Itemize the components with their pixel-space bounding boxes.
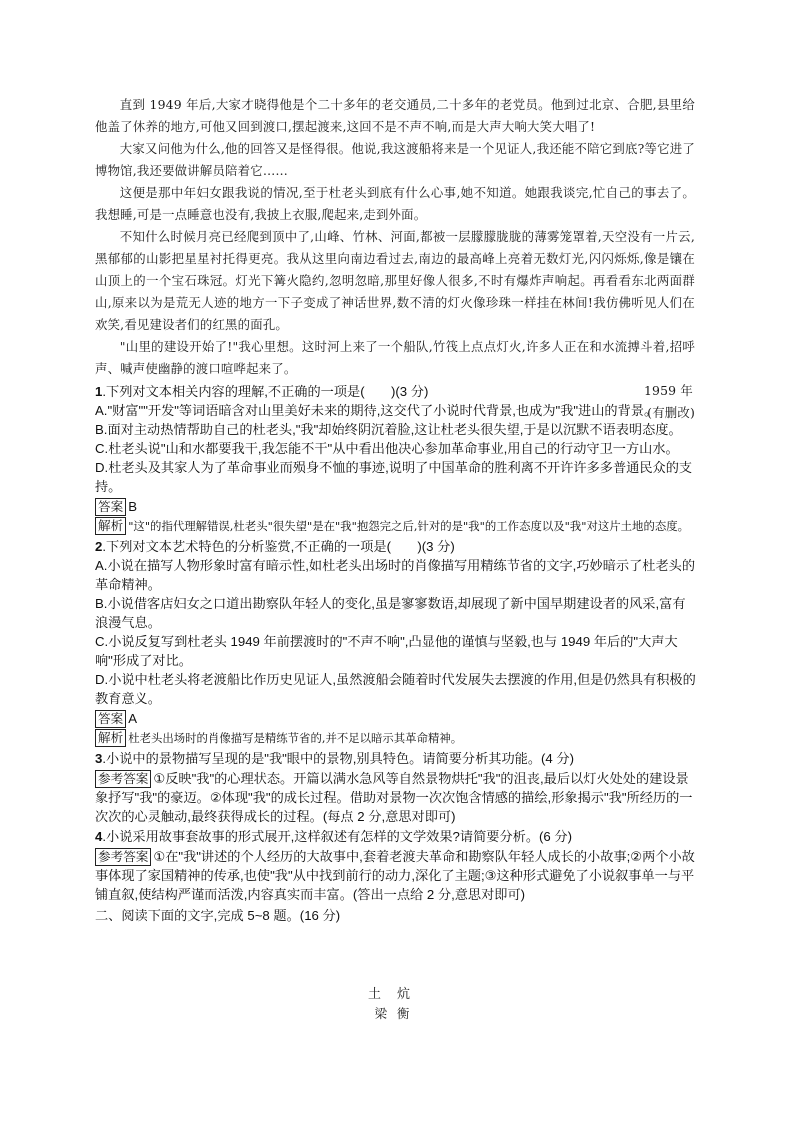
reference-answer-text: ①在"我"讲述的个人经历的大故事中,套着老渡夫革命和勘察队年轻人成长的小故事;②两个小故事体现了家国精神的传承,也使"我"从中找到前行的动力,深化了主题;③这种形式避免了小说叙事单一与平铺直叙,使结构严谨而活泼,内容真实而丰富。(答出一点给 2 分,意思对即可) bbox=[95, 849, 695, 902]
reference-answer-text: ①反映"我"的心理状态。开篇以满水急风等自然景物烘托"我"的沮丧,最后以灯火处处的建设景象抒写"我"的豪迈。②体现"我"的成长过程。借助对景物一次次饱含情感的描绘,形象揭示"我"所经历的一次次的心灵触动,最终获得成长的过程。(每点 2 分,意思对即可) bbox=[95, 771, 693, 824]
question-stem: .小说采用故事套故事的形式展开,这样叙述有怎样的文学效果?请简要分析。(6 分) bbox=[102, 829, 572, 844]
section-heading: 二、阅读下面的文字,完成 5~8 题。(16 分) bbox=[95, 908, 341, 923]
story-paragraph: 大家又问他为什么,他的回答又是怪得很。他说,我这渡船将来是一个见证人,我还能不陪它到底?等它进了博物馆,我还要做讲解员陪着它…… bbox=[95, 141, 695, 178]
option-a: A.小说在描写人物形象时富有暗示性,如杜老头出场时的肖像描写用精练节省的文字,巧妙暗示了杜老头的革命精神。 bbox=[95, 558, 696, 592]
answer-value: A bbox=[128, 711, 137, 726]
question-number: 3 bbox=[95, 751, 103, 766]
analysis-text: "这"的指代理解错误,杜老头"很失望"是在"我"抱怨完之后,针对的是"我"的工作态度以及"我"对这片土地的态度。 bbox=[128, 519, 690, 533]
question-2 bbox=[95, 537, 697, 556]
story-excerpt bbox=[95, 94, 695, 424]
reference-answer-tag: 参考答案 bbox=[95, 848, 151, 866]
story-paragraph: "山里的建设开始了!"我心里想。这时河上来了一个船队,竹筏上点点灯火,许多人正在和水流搏斗着,招呼声、喊声使幽静的渡口喧哗起来了。 bbox=[95, 339, 695, 376]
question-number: 4 bbox=[95, 829, 103, 844]
analysis-tag: 解析 bbox=[95, 517, 126, 535]
questions-section bbox=[95, 382, 697, 925]
question-stem: .小说中的景物描写呈现的是"我"眼中的景物,别具特色。请简要分析其功能。(4 分) bbox=[102, 751, 574, 766]
question-number: 1 bbox=[95, 384, 103, 399]
answer-tag: 答案 bbox=[95, 498, 126, 516]
question-stem: .下列对文本相关内容的理解,不正确的一项是( )(3 分) bbox=[102, 384, 429, 399]
story-date: 1959 年 bbox=[643, 383, 693, 398]
answer-line bbox=[95, 709, 697, 728]
option-d: D.小说中杜老头将老渡船比作历史见证人,虽然渡船会随着时代发展失去摆渡的作用,但是仍然具有积极的教育意义。 bbox=[95, 672, 696, 706]
reference-answer bbox=[95, 847, 697, 904]
analysis-text: 杜老头出场时的肖像描写是精练节省的,并不足以暗示其革命精神。 bbox=[128, 731, 463, 745]
option-b: B.面对主动热情帮助自己的杜老头,"我"却始终阴沉着脸,这让杜老头很失望,于是以沉默不语表明态度。 bbox=[95, 422, 682, 437]
analysis-line bbox=[95, 729, 697, 748]
analysis-line bbox=[95, 517, 697, 536]
story-paragraph: 不知什么时候月亮已经爬到顶中了,山峰、竹林、河面,都被一层朦朦胧胧的薄雾笼罩着,天空没有一片云,黑郁郁的山影把星星衬托得更亮。我从这里向南边看过去,南边的最高峰上亮着无数灯光,闪闪烁烁,像是镶在山顶上的一个宝石珠冠。灯光下篝火隐约,忽明忽暗,那里好像人很多,不时有爆炸声响起。再看看东北两面群山,原来以为是荒无人迹的地方一下子变成了神话世界,数不清的灯火像珍珠一样挂在林间!我仿佛听见人们在欢笑,看见建设者们的红黑的面孔。 bbox=[95, 229, 695, 332]
next-article-author: 梁衡 bbox=[374, 1006, 420, 1021]
reference-answer-tag: 参考答案 bbox=[95, 770, 151, 788]
question-stem: .下列对文本艺术特色的分析鉴赏,不正确的一项是( )(3 分) bbox=[102, 539, 455, 554]
option-a: A."财富""开发"等词语暗含对山里美好未来的期待,这交代了小说时代背景,也成为"我"进山的背景。 bbox=[95, 403, 658, 418]
story-paragraph: 这便是那中年妇女跟我说的情况,至于杜老头到底有什么心事,她不知道。她跟我谈完,忙自己的事去了。我想睡,可是一点睡意也没有,我披上衣服,爬起来,走到外面。 bbox=[95, 185, 695, 222]
answer-tag: 答案 bbox=[95, 710, 126, 728]
story-paragraph: 直到 1949 年后,大家才晓得他是个二十多年的老交通员,二十多年的老党员。他到过北京、合肥,县里给他盖了休养的地方,可他又回到渡口,摆起渡来,这回不是不声不响,而是大声大响大笑大唱了! bbox=[95, 97, 695, 134]
answer-value: B bbox=[128, 499, 137, 514]
answer-line bbox=[95, 497, 697, 516]
reference-answer bbox=[95, 769, 697, 826]
question-1 bbox=[95, 382, 697, 401]
option-c: C.小说反复写到杜老头 1949 年前摆渡时的"不声不响",凸显他的谨慎与坚毅,也与 1949 年后的"大声大响"形成了对比。 bbox=[95, 634, 678, 668]
option-b: B.小说借客店妇女之口道出勘察队年轻人的变化,虽是寥寥数语,却展现了新中国早期建设者的风采,富有浪漫气息。 bbox=[95, 596, 686, 630]
option-c: C.杜老头说"山和水都要我干,我怎能不干"从中看出他决心参加革命事业,用自己的行动守卫一方山水。 bbox=[95, 441, 679, 456]
question-number: 2 bbox=[95, 539, 103, 554]
option-d: D.杜老头及其家人为了革命事业而殒身不恤的事迹,说明了中国革命的胜利离不开许许多多普通民众的支持。 bbox=[95, 460, 693, 494]
story-note: (有删改) bbox=[647, 405, 695, 420]
next-article-title: 土炕 bbox=[367, 987, 426, 1002]
question-3 bbox=[95, 749, 697, 768]
question-4 bbox=[95, 827, 697, 846]
analysis-tag: 解析 bbox=[95, 729, 126, 747]
